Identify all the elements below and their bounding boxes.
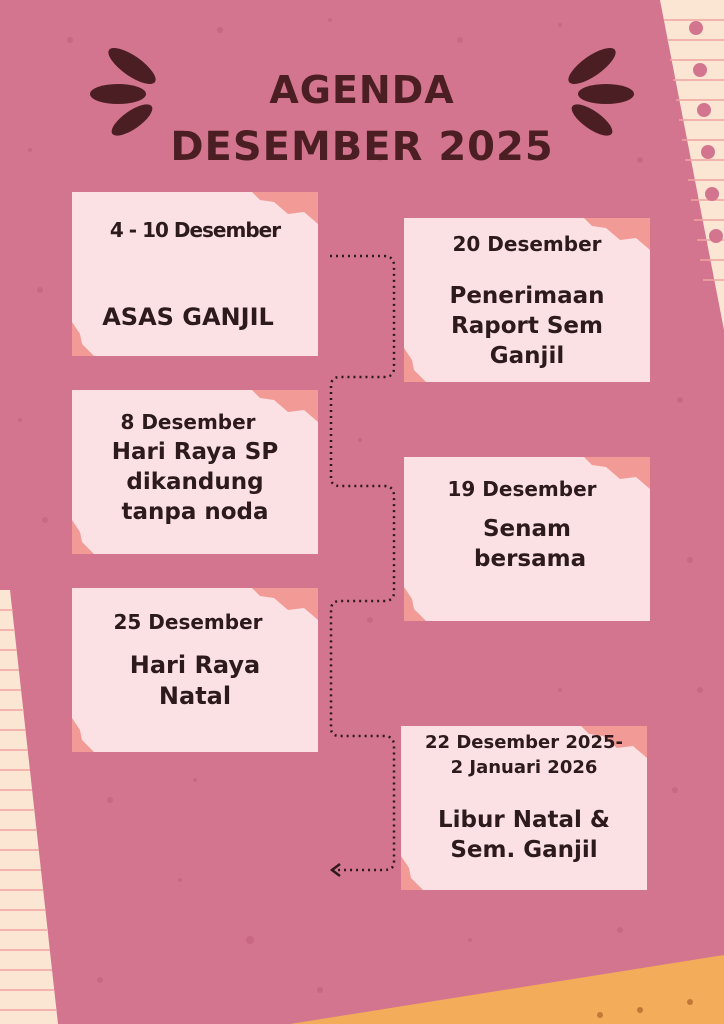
event-card-1: [72, 192, 318, 356]
event-date: 19 Desember: [447, 477, 597, 501]
notebook-paper-left: [0, 590, 58, 1024]
event-card-6: [401, 726, 647, 890]
page-title-line2: DESEMBER 2025: [170, 124, 554, 170]
page-title-line1: AGENDA: [269, 68, 455, 112]
event-card-5: [72, 588, 318, 752]
event-title: Penerimaan Raport Sem Ganjil: [449, 283, 605, 369]
torn-corner-icon: [404, 587, 426, 621]
event-date: 22 Desember 2025- 2 Januari 2026: [425, 732, 623, 779]
event-date: 4 - 10 Desember: [109, 218, 281, 242]
event-title: Hari Raya SP dikandung tanpa noda: [111, 439, 279, 525]
event-title: Hari Raya Natal: [129, 651, 261, 711]
event-card-2: [404, 218, 650, 382]
event-date: 8 Desember: [120, 410, 256, 434]
event-card-4: [404, 457, 650, 621]
torn-corner-icon: [72, 718, 94, 752]
event-card-3: [72, 390, 318, 554]
event-title: ASAS GANJIL: [102, 303, 274, 331]
event-date: 25 Desember: [113, 610, 263, 634]
orange-strip: [290, 955, 724, 1024]
event-title: Senam bersama: [474, 516, 587, 572]
event-date: 20 Desember: [452, 232, 602, 256]
event-title: Libur Natal & Sem. Ganjil: [438, 807, 610, 863]
